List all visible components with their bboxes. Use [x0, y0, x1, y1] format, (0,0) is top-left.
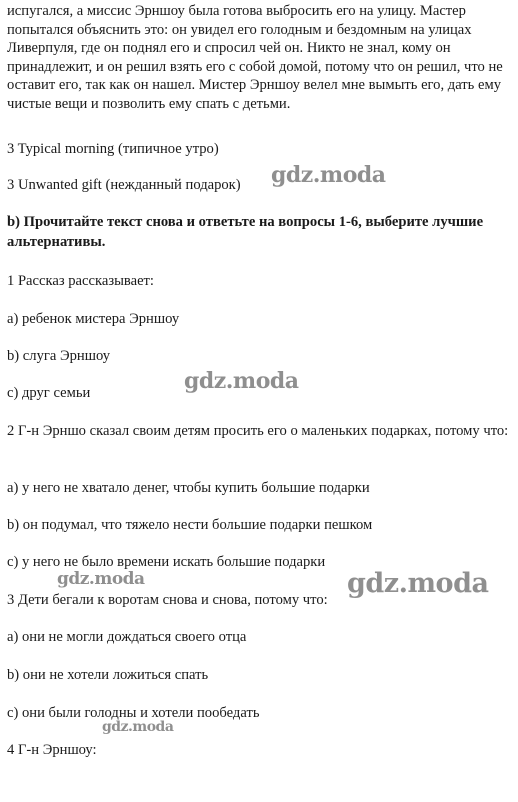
- watermark-logo: gdz.moda: [271, 162, 386, 188]
- question-4: 4 Г-н Эрншоу:: [7, 742, 97, 758]
- task-instruction: b) Прочитайте текст снова и ответьте на вопросы 1-6, выберите лучшие альтернативы.: [7, 214, 484, 250]
- question-1-option-a: a) ребенок мистера Эрншоу: [7, 311, 180, 327]
- question-2-option-a: a) у него не хватало денег, чтобы купить большие подарки: [7, 480, 370, 496]
- question-1-option-c: c) друг семьи: [7, 385, 91, 401]
- watermark-logo: gdz.moda: [184, 368, 299, 394]
- watermark-logo: gdz.moda: [102, 719, 174, 735]
- question-3-option-b: b) они не хотели ложиться спать: [7, 667, 209, 683]
- question-1-option-b: b) слуга Эрншоу: [7, 348, 110, 364]
- question-3-option-c: c) они были голодны и хотели пообедать: [7, 705, 260, 721]
- watermark-logo: gdz.moda: [347, 568, 489, 599]
- question-1: 1 Рассказ рассказывает:: [7, 273, 154, 289]
- question-3: 3 Дети бегали к воротам снова и снова, потому что:: [7, 592, 328, 608]
- question-2-option-c: c) у него не было времени искать большие подарки: [7, 554, 326, 570]
- question-3-option-a: a) они не могли дождаться своего отца: [7, 629, 247, 645]
- question-2: 2 Г-н Эрншо сказал своим детям просить его о маленьких подарках, потому что:: [7, 423, 509, 439]
- watermark-logo: gdz.moda: [57, 569, 145, 589]
- heading-typical-morning: 3 Typical morning (типичное утро): [7, 141, 219, 157]
- question-2-option-b: b) он подумал, что тяжело нести большие подарки пешком: [7, 517, 373, 533]
- heading-unwanted-gift: 3 Unwanted gift (нежданный подарок): [7, 177, 241, 193]
- intro-paragraph: испугался, а миссис Эрншоу была готова выбросить его на улицу. Мастер попытался объяснить это: он увидел его голодным и бездомным на улицах Ливерпуля, где он поднял его и спросил чей он. Никто не знал, кому он принадлежит, и он решил взять его с собой домой, потому что он решил, что не оставит его, так как он нашел. Мистер Эрншоу велел мне вымыть его, дать ему чистые вещи и позволить ему спать с детьми.: [7, 3, 503, 112]
